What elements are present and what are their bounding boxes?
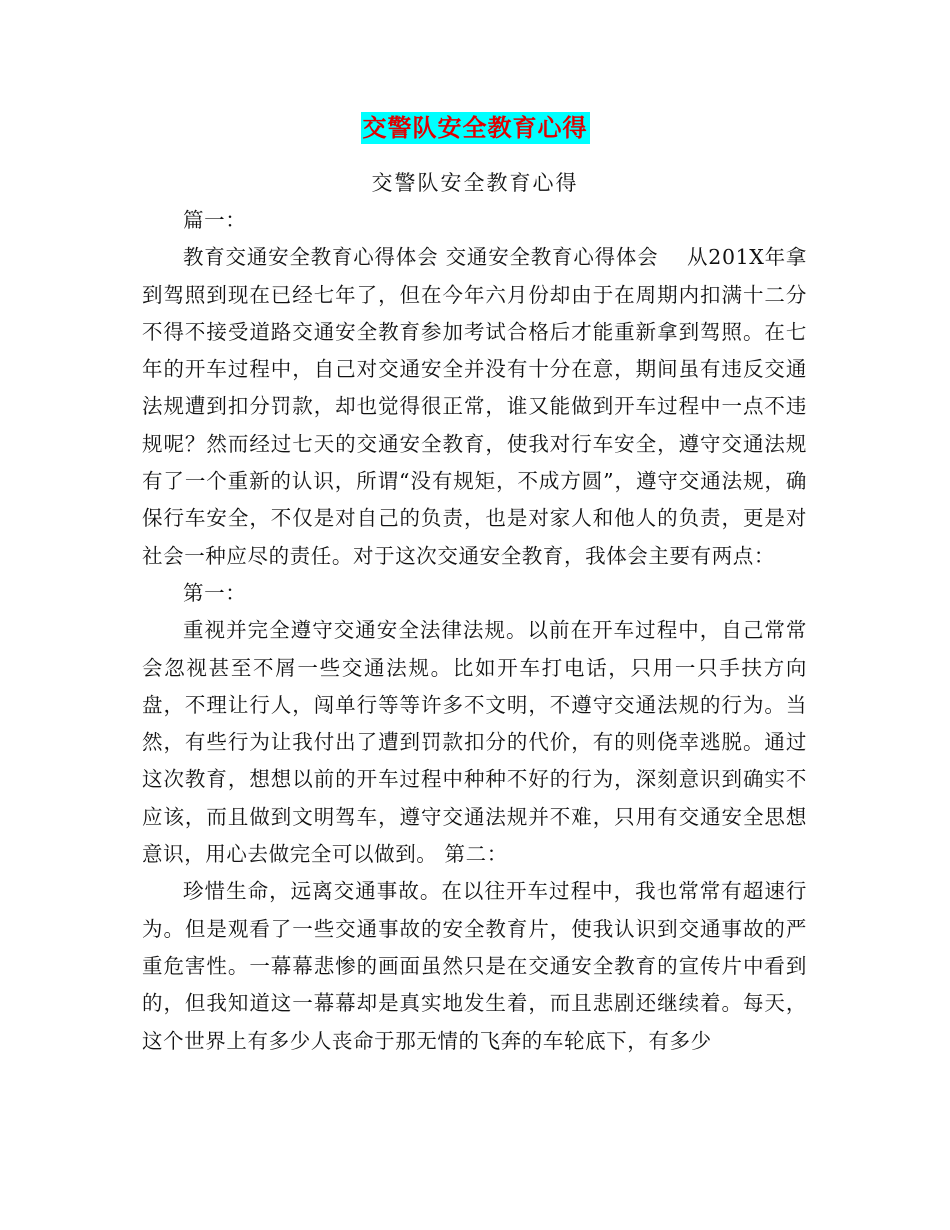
paragraph-point-one-label: 第一： bbox=[183, 580, 247, 605]
paragraph-point-two: 珍惜生命，远离交通事故。在以往开车过程中，我也常常有超速行为。但是观看了一些交通事故的安全教育片，使我认识到交通事故的严重危害性。一幕幕悲惨的画面虽然只是在交通安全教育的宣传片中看到的，但我知道这一幕幕却是真实地发生着，而且悲剧还继续着。每天，这个世界上有多少人丧命于那无情的飞奔的车轮底下，有多少 bbox=[142, 879, 807, 1053]
document-title-wrapper bbox=[0, 112, 950, 148]
paragraph-section-label: 篇一： bbox=[183, 208, 247, 232]
document-body bbox=[142, 202, 807, 1060]
document-title: 交警队安全教育心得 bbox=[362, 114, 588, 142]
document-subtitle: 交警队安全教育心得 bbox=[371, 171, 579, 195]
paragraph-point-one: 重视并完全遵守交通安全法律法规。以前在开车过程中，自己常常会忽视甚至不屑一些交通法规。比如开车打电话，只用一只手扶方向盘，不理让行人，闯单行等等许多不文明，不遵守交通法规的行为。当然，有些行为让我付出了遭到罚款扣分的代价，有的则侥幸逃脱。通过这次教育，想想以前的开车过程中种种不好的行为，深刻意识到确实不应该，而且做到文明驾车，遵守交通法规并不难，只用有交通安全思想意识，用心去做完全可以做到。 第二： bbox=[142, 618, 807, 867]
paragraph-intro: 教育交通安全教育心得体会 交通安全教育心得体会 从201X年拿到驾照到现在已经七年了，但在今年六月份却由于在周期内扣满十二分不得不接受道路交通安全教育参加考试合格后才能重新拿到驾照。在七年的开车过程中，自己对交通安全并没有十分在意，期间虽有违反交通法规遭到扣分罚款，却也觉得很正常，谁又能做到开车过程中一点不违规呢？然而经过七天的交通安全教育，使我对行车安全，遵守交通法规有了一个重新的认识，所谓“没有规矩，不成方圆”，遵守交通法规，确保行车安全，不仅是对自己的负责，也是对家人和他人的负责，更是对社会一种应尽的责任。对于这次交通安全教育，我体会主要有两点： bbox=[142, 245, 807, 568]
